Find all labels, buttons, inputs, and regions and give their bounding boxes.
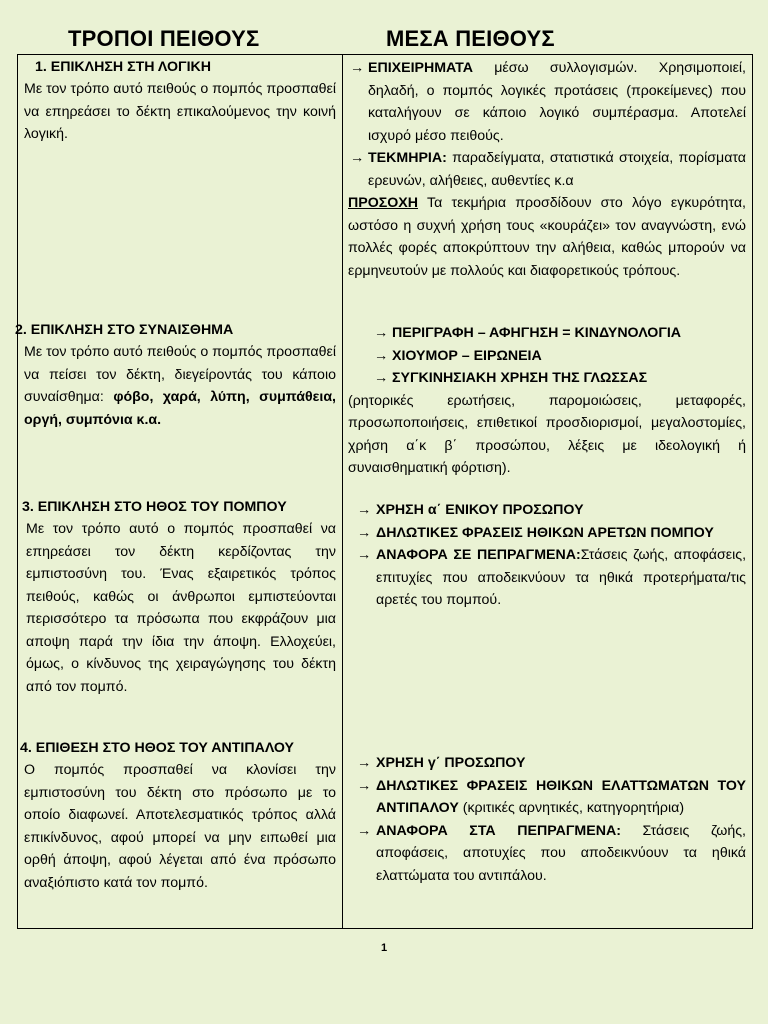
bullet-flaws <box>343 775 752 820</box>
bullet-label: ΧΡΗΣΗ γ΄ ΠΡΟΣΩΠΟΥ <box>376 755 526 771</box>
section-heading: 1. ΕΠΙΚΛΗΣΗ ΣΤΗ ΛΟΓΙΚΗ <box>35 59 211 75</box>
arrow-icon: → <box>357 755 372 771</box>
right-column <box>343 55 753 929</box>
right-column-title: ΜΕΣΑ ΠΕΙΘΟΥΣ <box>386 26 555 51</box>
bullet-humor <box>343 345 752 368</box>
bullet-label: ΠΕΡΙΓΡΑΦΗ – ΑΦΗΓΗΣΗ = ΚΙΝΔΥΝΟΛΟΓΙΑ <box>392 325 682 341</box>
bullet-label: ΣΥΓΚΙΝΗΣΙΑΚΗ ΧΡΗΣΗ ΤΗΣ ΓΛΩΣΣΑΣ <box>392 370 648 386</box>
emotions-list: φόβο, χαρά, λύπη, συμπάθεια, οργή, συμπόνια κ.α. <box>24 389 336 428</box>
note-text: Τα τεκμήρια προσδίδουν στο λόγο εγκυρότητα, ωστόσο η συχνή χρήση τους «κουράζει» τον αναγνώστη, ενώ πολλές φορές αποκρύπτουν την αλήθεια, καθώς μπορούν να ερμηνευτούν με πολλούς και διαφορετικούς τρόπους. <box>348 195 746 279</box>
arrow-icon: → <box>374 347 389 364</box>
arrow-icon: → <box>357 822 372 839</box>
bullet-virtues <box>343 522 752 545</box>
section-text: Ο πομπός προσπαθεί να κλονίσει την εμπιστοσύνη του δέκτη στο πρόσωπο με το οποίο διαφωνεί. Αποτελεσματικός τρόπος αλλά επικίνδυνος, αφού μπορεί να μην ειπωθεί μια ορθή άποψη, αφού λέγεται από ένα πρόσωπο αναξιόπιστο κατά τον πομπό. <box>24 762 336 891</box>
bullet-label: ΔΗΛΩΤΙΚΕΣ ΦΡΑΣΕΙΣ ΗΘΙΚΩΝ ΕΛΑΤΤΩΜΑΤΩΝ ΤΟΥ ΑΝΤΙΠΑΛΟΥ <box>376 777 746 816</box>
section-heading: 2. ΕΠΙΚΛΗΣΗ ΣΤΟ ΣΥΝΑΙΣΘΗΜΑ <box>15 322 234 338</box>
page-header <box>0 26 768 56</box>
section-text-main: Με τον τρόπο αυτό πειθούς ο πομπός προσπαθεί να πείσει τον δέκτη, διεγείροντάς του κάποιο συναίσθημα: <box>24 344 336 405</box>
arrow-icon: → <box>357 524 372 541</box>
bullet-label: ΑΝΑΦΟΡΑ ΣΕ ΠΕΠΡΑΓΜΕΝΑ: <box>376 547 581 563</box>
bullet-description <box>343 322 752 345</box>
section-text: Με τον τρόπο αυτό πειθούς ο πομπός προσπαθεί να επηρεάσει το δέκτη επικαλούμενος την κοινή λογική. <box>24 81 336 142</box>
means-emotion <box>343 322 752 499</box>
section-heading: 3. ΕΠΙΚΛΗΣΗ ΣΤΟ ΗΘΟΣ ΤΟΥ ΠΟΜΠΟΥ <box>22 499 287 515</box>
means-logic <box>343 55 752 322</box>
section-sender-ethos <box>18 497 342 738</box>
bullet-text: μέσω συλλογισμών. Χρησιμοποιεί, δηλαδή, ο πομπός λογικές προτάσεις (προκείμενες) που καταλήγουν σε κάποιο λογικό συμπέρασμα. Αποτελεί ισχυρό μέσο πειθούς. <box>368 60 746 144</box>
bullet-label: ΧΡΗΣΗ α΄ ΕΝΙΚΟΥ ΠΡΟΣΩΠΟΥ <box>376 502 584 518</box>
arrow-icon: → <box>374 325 389 341</box>
bullet-label: ΧΙΟΥΜΟΡ – ΕΙΡΩΝΕΙΑ <box>392 347 542 364</box>
arrow-icon: → <box>350 60 365 76</box>
bullet-text: Στάσεις ζωής, αποφάσεις, επιτυχίες που αποδεικνύουν τα ηθικά προτερήματα/τις αρετές του πομπού. <box>376 547 747 608</box>
bullet-emotional-language <box>343 367 752 390</box>
note-label: ΠΡΟΣΟΧΗ <box>348 195 419 211</box>
section-text <box>18 341 342 431</box>
bullet-first-person <box>343 499 752 522</box>
rhetorical-devices-text: (ρητορικές ερωτήσεις, παρομοιώσεις, μεταφορές, προσωποποιήσεις, επιθετικοί προσδιορισμοί, μεγαλοστομίες, χρήση α΄κ β΄ προσώπου, λέξεις με ιδεολογική ή συναισθηματική φόρτιση). <box>348 392 746 476</box>
note-paragraph <box>343 192 752 282</box>
bullet-text: Στάσεις ζωής, αποφάσεις, αποτυχίες που αποδεικνύουν τα ηθικά ελαττώματα του αντιπάλου. <box>376 822 746 884</box>
bullet-label: ΑΝΑΦΟΡΑ ΣΤΑ ΠΕΠΡΑΓΜΕΝΑ: <box>376 822 621 839</box>
bullet-achievements <box>343 544 752 612</box>
bullet-text: (κριτικές αρνητικές, κατηγορητήρια) <box>458 800 685 816</box>
arrow-icon: → <box>357 547 372 563</box>
section-text: Με τον τρόπο αυτό ο πομπός προσπαθεί να επηρεάσει τον δέκτη κερδίζοντας την εμπιστοσύνη του. Ένας εξαιρετικός τρόπος πειθούς, καθώς οι άνθρωποι εμπιστεύονται περισσότερο τα πρόσωπα που εκφράζουν μια αποψη παρά την ίδια την άποψη. Ελλοχεύει, όμως, ο κίνδυνος της χειραγώγησης του δέκτη από τον πομπό. <box>26 521 336 695</box>
bullet-label: ΔΗΛΩΤΙΚΕΣ ΦΡΑΣΕΙΣ ΗΘΙΚΩΝ ΑΡΕΤΩΝ ΠΟΜΠΟΥ <box>376 524 714 541</box>
section-logic <box>18 55 342 320</box>
bullet-arguments <box>343 57 752 147</box>
bullet-failures <box>343 820 752 888</box>
bullet-label: ΤΕΚΜΗΡΙΑ: <box>368 150 447 166</box>
means-sender-ethos <box>343 499 752 740</box>
bullet-evidence <box>343 147 752 192</box>
arrow-icon: → <box>374 370 389 386</box>
left-column-title: ΤΡΟΠΟΙ ΠΕΙΘΟΥΣ <box>68 26 260 51</box>
arrow-icon: → <box>357 502 372 518</box>
bullet-third-person <box>343 752 752 775</box>
bullet-text: παραδείγματα, στατιστικά στοιχεία, πορίσματα ερευνών, αλήθειες, αυθεντίες κ.α <box>368 150 746 189</box>
section-heading: 4. ΕΠΙΘΕΣΗ ΣΤΟ ΗΘΟΣ ΤΟΥ ΑΝΤΙΠΑΛΟΥ <box>20 740 295 756</box>
arrow-icon: → <box>357 777 372 794</box>
persuasion-table <box>17 54 753 929</box>
arrow-icon: → <box>350 150 365 166</box>
section-opponent-ethos <box>18 738 342 926</box>
left-column <box>15 55 343 929</box>
section-emotion <box>15 320 342 497</box>
bullet-label: ΕΠΙΧΕΙΡΗΜΑΤΑ <box>368 60 473 76</box>
page-number: 1 <box>380 942 388 954</box>
means-opponent-ethos <box>343 740 752 928</box>
